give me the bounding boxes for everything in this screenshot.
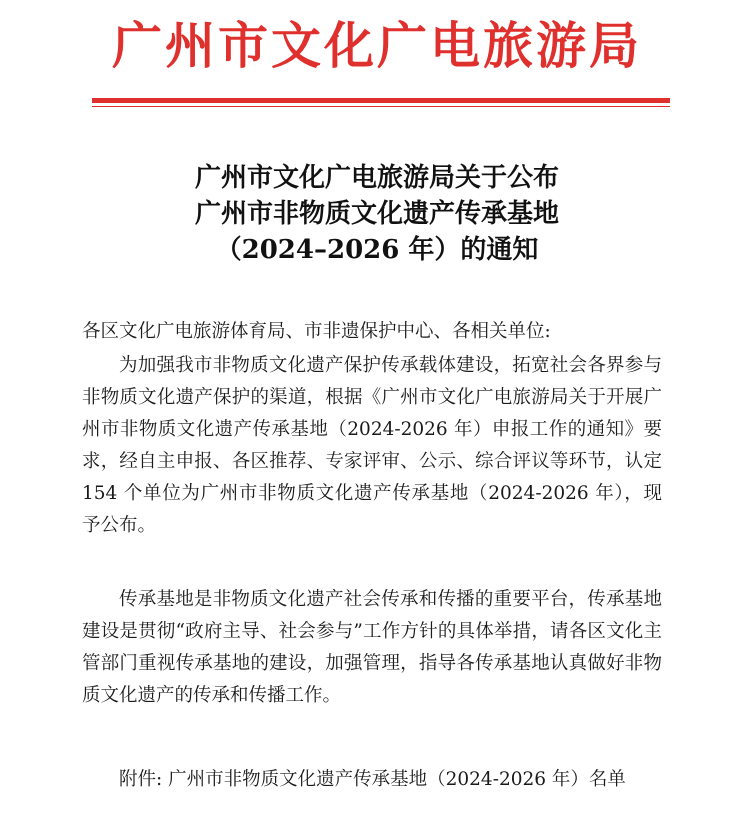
attachment-text: 广州市非物质文化遗产传承基地（2024-2026 年）名单 xyxy=(168,769,626,790)
paragraph-1: 为加强我市非物质文化遗产保护传承载体建设，拓宽社会各界参与非物质文化遗产保护的渠道，根据《广州市文化广电旅游局关于开展广州市非物质文化遗产传承基地（2024-2026 年）申报工作的通知》要求，经自主申报、各区推荐、专家评审、公示、综合评议等环节，认定 154 个单位为广州市非物质文化遗产传承基地（2024-2026 年），现予公布。 xyxy=(82,355,662,536)
attachment-line xyxy=(82,764,662,796)
paragraph-2: 传承基地是非物质文化遗产社会传承和传播的重要平台，传承基地建设是贯彻“政府主导、社会参与”工作方针的具体举措，请各区文化主管部门重视传承基地的建设，加强管理，指导各传承基地认真做好非物质文化遗产的传承和传播工作。 xyxy=(82,589,662,706)
attachment-label: 附件: xyxy=(119,769,163,790)
title-line-2: 广州市非物质文化遗产传承基地 xyxy=(194,199,559,229)
title-line-1: 广州市文化广电旅游局关于公布 xyxy=(194,163,559,193)
salutation: 各区文化广电旅游体育局、市非遗保护中心、各相关单位: xyxy=(82,321,551,342)
letterhead-red-rule-thin xyxy=(92,106,670,107)
document-title xyxy=(0,160,754,268)
letterhead-red-rule xyxy=(92,98,670,103)
letterhead-org-name: 广州市文化广电旅游局 xyxy=(112,16,642,75)
title-line-3: （2024–2026 年）的通知 xyxy=(215,235,539,265)
